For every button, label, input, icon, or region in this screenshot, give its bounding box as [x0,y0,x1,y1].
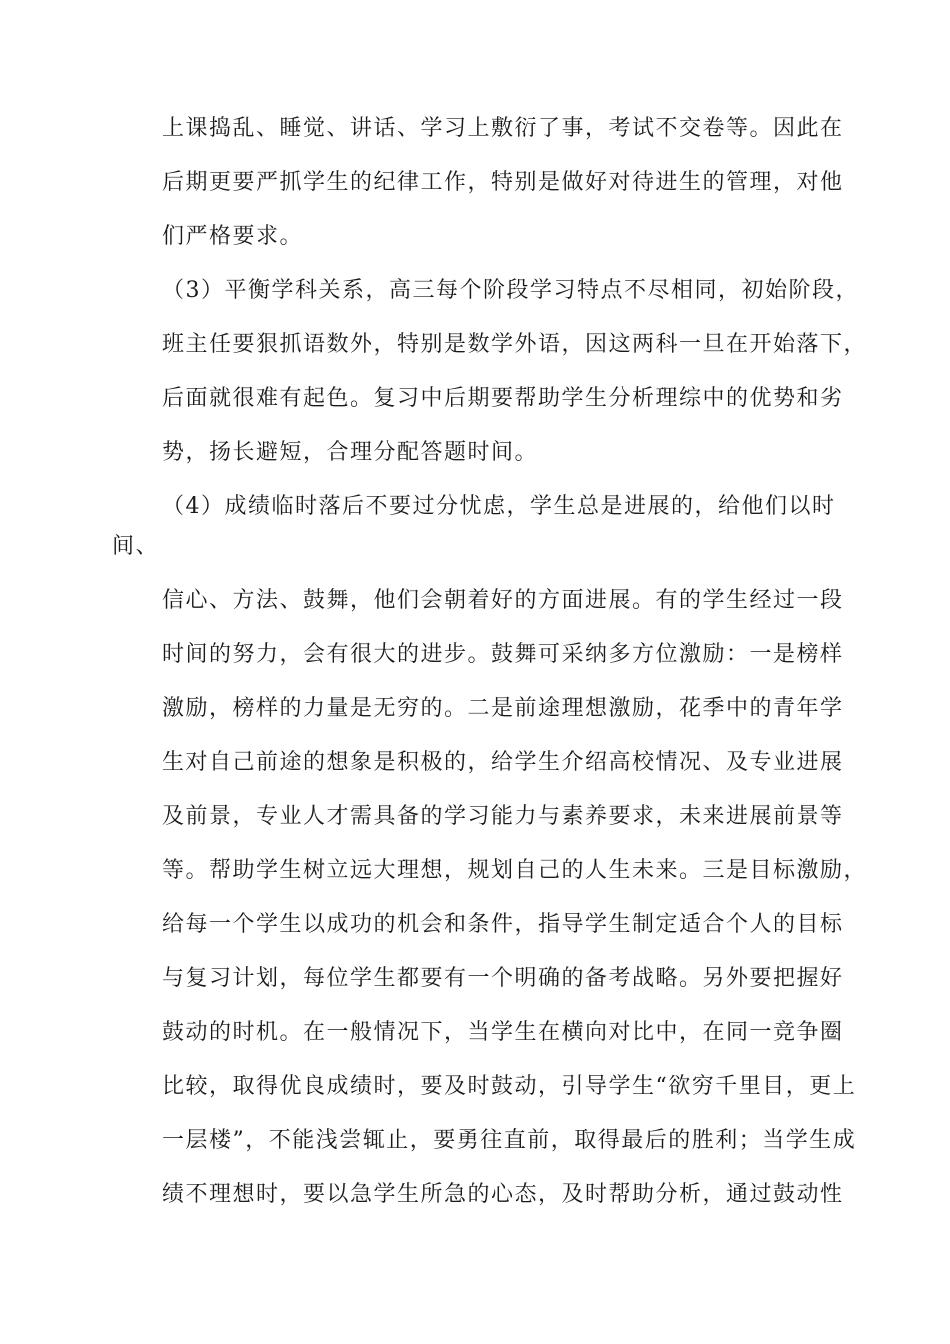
text-line: 时间的努力，会有很大的进步。鼓舞可采纳多方位激励：一是榜样 [162,642,844,667]
text-line: （3）平衡学科关系，高三每个阶段学习特点不尽相同，初始阶段， [162,278,859,303]
text-line: 后面就很难有起色。复习中后期要帮助学生分析理综中的优势和劣 [162,386,844,411]
text-line: 后期更要严抓学生的纪律工作，特别是做好对待进生的管理，对他 [162,170,844,195]
text-line: 上课捣乱、睡觉、讲话、学习上敷衍了事，考试不交卷等。因此在 [162,116,844,141]
text-line: 间、 [112,534,160,559]
text-line: 比较，取得优良成绩时，要及时鼓动，引导学生“欲穷千里目，更上 [162,1074,857,1099]
text-line: 班主任要狠抓语数外，特别是数学外语，因这两科一旦在开始落下， [162,332,868,357]
text-line: 势，扬长避短，合理分配答题时间。 [162,440,539,465]
text-line: 一层楼”，不能浅尝辄止，要勇往直前，取得最后的胜利；当学生成 [162,1128,857,1153]
text-line: 激励，榜样的力量是无穷的。二是前途理想激励，花季中的青年学 [162,696,844,721]
text-line: 与复习计划，每位学生都要有一个明确的备考战略。另外要把握好 [162,966,844,991]
text-line: 等。帮助学生树立远大理想，规划自己的人生未来。三是目标激励， [162,858,868,883]
text-line: （4）成绩临时落后不要过分忧虑，学生总是进展的，给他们以时 [162,494,836,519]
text-line: 给每一个学生以成功的机会和条件，指导学生制定适合个人的目标 [162,912,844,937]
text-line: 绩不理想时，要以急学生所急的心态，及时帮助分析，通过鼓动性 [162,1182,844,1207]
text-line: 生对自己前途的想象是积极的，给学生介绍高校情况、及专业进展 [162,750,844,775]
text-line: 信心、方法、鼓舞，他们会朝着好的方面进展。有的学生经过一段 [162,588,844,613]
text-line: 及前景，专业人才需具备的学习能力与素养要求，未来进展前景等 [162,804,844,829]
text-line: 们严格要求。 [162,224,304,249]
text-line: 鼓动的时机。在一般情况下，当学生在横向对比中，在同一竞争圈 [162,1020,844,1045]
